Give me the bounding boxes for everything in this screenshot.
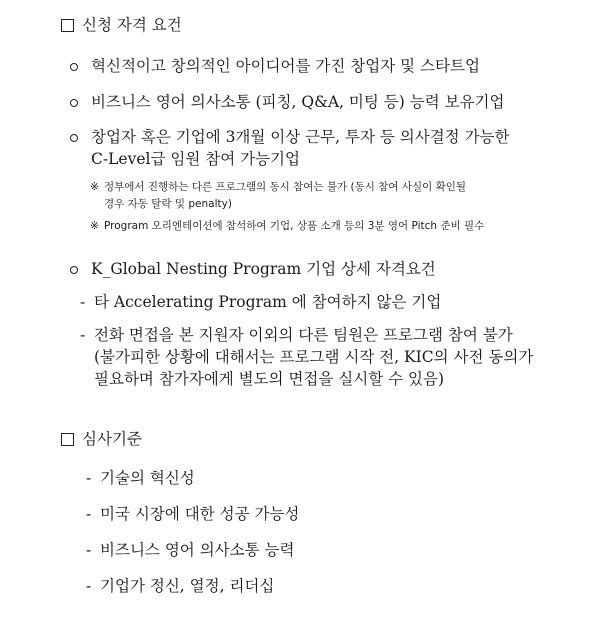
circle-bullet-icon [70,266,78,274]
eligibility-item-innovative: 혁신적이고 창의적인 아이디어를 가진 창업자 및 스타트업 [91,57,480,75]
criteria-item-english: 비즈니스 영어 의사소통 능력 [100,541,295,559]
circle-bullet-icon [70,134,78,142]
criteria-item-technology: 기술의 혁신성 [100,469,195,487]
dash-marker: - [86,541,92,559]
criteria-item-entrepreneurship: 기업가 정신, 열정, 리더십 [100,577,275,595]
section-title-eligibility: 신청 자격 요건 [82,16,182,34]
kglobal-item-interview-line3: 필요하며 참가자에게 별도의 면접을 실시할 수 있음) [94,370,445,388]
checkbox-square-icon [61,433,74,446]
dash-marker: - [80,326,86,344]
dash-marker: - [86,505,92,523]
kglobal-item-interview-line1: 전화 면접을 본 지원자 이외의 다른 팀원은 프로그램 참여 불가 [94,326,513,344]
section-title-criteria: 심사기준 [82,430,142,448]
eligibility-item-clevel-line2: C-Level급 임원 참여 가능기업 [91,150,300,168]
note-marker: ※ [90,181,99,193]
circle-bullet-icon [70,99,78,107]
checkbox-square-icon [61,19,74,32]
note-marker: ※ [90,220,99,232]
circle-bullet-icon [70,63,78,71]
eligibility-item-clevel-line1: 창업자 혹은 기업에 3개월 이상 근무, 투자 등 의사결정 가능한 [91,128,510,146]
note-duplicate-participation-line2: 경우 자동 탈락 및 penalty) [104,198,232,210]
criteria-item-us-market: 미국 시장에 대한 성공 가능성 [100,505,300,523]
note-orientation-pitch: Program 오리엔테이션에 참석하여 기업, 상품 소개 등의 3분 영어 Pitch 준비 필수 [104,220,485,232]
eligibility-item-english: 비즈니스 영어 의사소통 (피칭, Q&A, 미팅 등) 능력 보유기업 [91,93,505,111]
dash-marker: - [86,577,92,595]
dash-marker: - [80,293,86,311]
note-duplicate-participation-line1: 정부에서 진행하는 다른 프로그램의 동시 참여는 불가 (동시 참여 사실이 확인될 [104,181,467,193]
kglobal-item-accelerating: 타 Accelerating Program 에 참여하지 않은 기업 [94,293,442,311]
dash-marker: - [86,469,92,487]
kglobal-title: K_Global Nesting Program 기업 상세 자격요건 [91,260,436,278]
kglobal-item-interview-line2: (불가피한 상황에 대해서는 프로그램 시작 전, KIC의 사전 동의가 [94,348,534,366]
